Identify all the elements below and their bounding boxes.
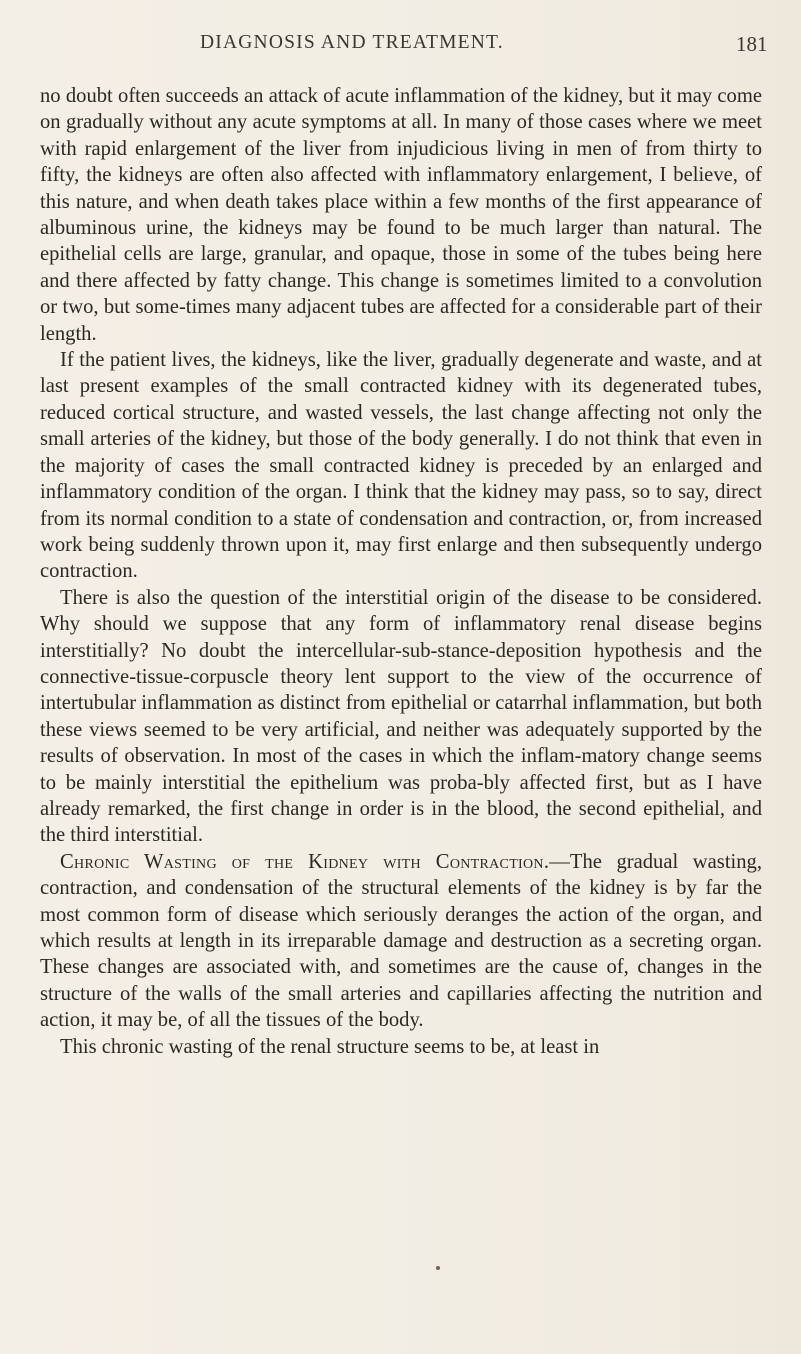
section-heading: Chronic Wasting of the Kidney with Contraction. [60,850,550,873]
paragraph-2: If the patient lives, the kidneys, like the liver, gradually degenerate and waste, and at last present examples of the small contracted kidney with its degenerated tubes, reduced cortical structure, and wasted vessels, the last change affecting not only the small arteries of the kidney, but those of the body generally. I do not think that even in the majority of cases the small contracted kidney is preceded by an enlarged and inflammatory condition of the organ. I think that the kidney may pass, so to say, direct from its normal condition to a state of condensation and contraction, or, from increased work being suddenly thrown upon it, may first enlarge and then subsequently undergo contraction. [40,349,762,583]
ink-speck [436,1266,440,1270]
running-head: DIAGNOSIS AND TREATMENT. [200,32,504,53]
paragraph-4-body: —The gradual wasting, contraction, and condensation of the structural elements of the kidney is by far the most common form of disease which seriously deranges the action of the organ, and which results at length in its irreparable damage and destruction as a secreting organ. These changes are associated with, and sometimes are the cause of, changes in the structure of the walls of the small arteries and capillaries affecting the nutrition and action, it may be, of all the tissues of the body. [40,850,762,1032]
paragraph-1: no doubt often succeeds an attack of acute inflammation of the kidney, but it may come on gradually without any acute symptoms at all. In many of those cases where we meet with rapid enlargement of the liver from injudicious living in men of from thirty to fifty, the kidneys are often also affected with inflammatory enlargement, I believe, of this nature, and when death takes place within a few months of the first appearance of albuminous urine, the kidneys may be found to be much larger than natural. The epithelial cells are large, granular, and opaque, those in some of the tubes being here and there affected by fatty change. This change is sometimes limited to a convolution or two, but some-times many adjacent tubes are affected for a considerable part of their length. [40,85,762,345]
paragraph-3: There is also the question of the interstitial origin of the disease to be considered. Why should we suppose that any form of inflammatory renal disease begins interstitially? No doubt the intercellular-sub-stance-deposition hypothesis and the connective-tissue-corpuscle theory lent support to the view of the occurrence of intertubular inflammation as distinct from epithelial or catarrhal inflammation, but both these views seemed to be very artificial, and neither was adequately supported by the results of observation. In most of the cases in which the inflam-matory change seems to be mainly interstitial the epithelium was proba-bly affected first, but as I have already remarked, the first change in order is in the blood, the second epithelial, and the third interstitial. [40,586,762,847]
page-number: 181 [736,32,768,56]
body-text [40,83,762,1060]
paragraph-5: This chronic wasting of the renal structure seems to be, at least in [60,1035,600,1058]
page-header [0,32,801,62]
paragraph-4 [40,849,762,1034]
